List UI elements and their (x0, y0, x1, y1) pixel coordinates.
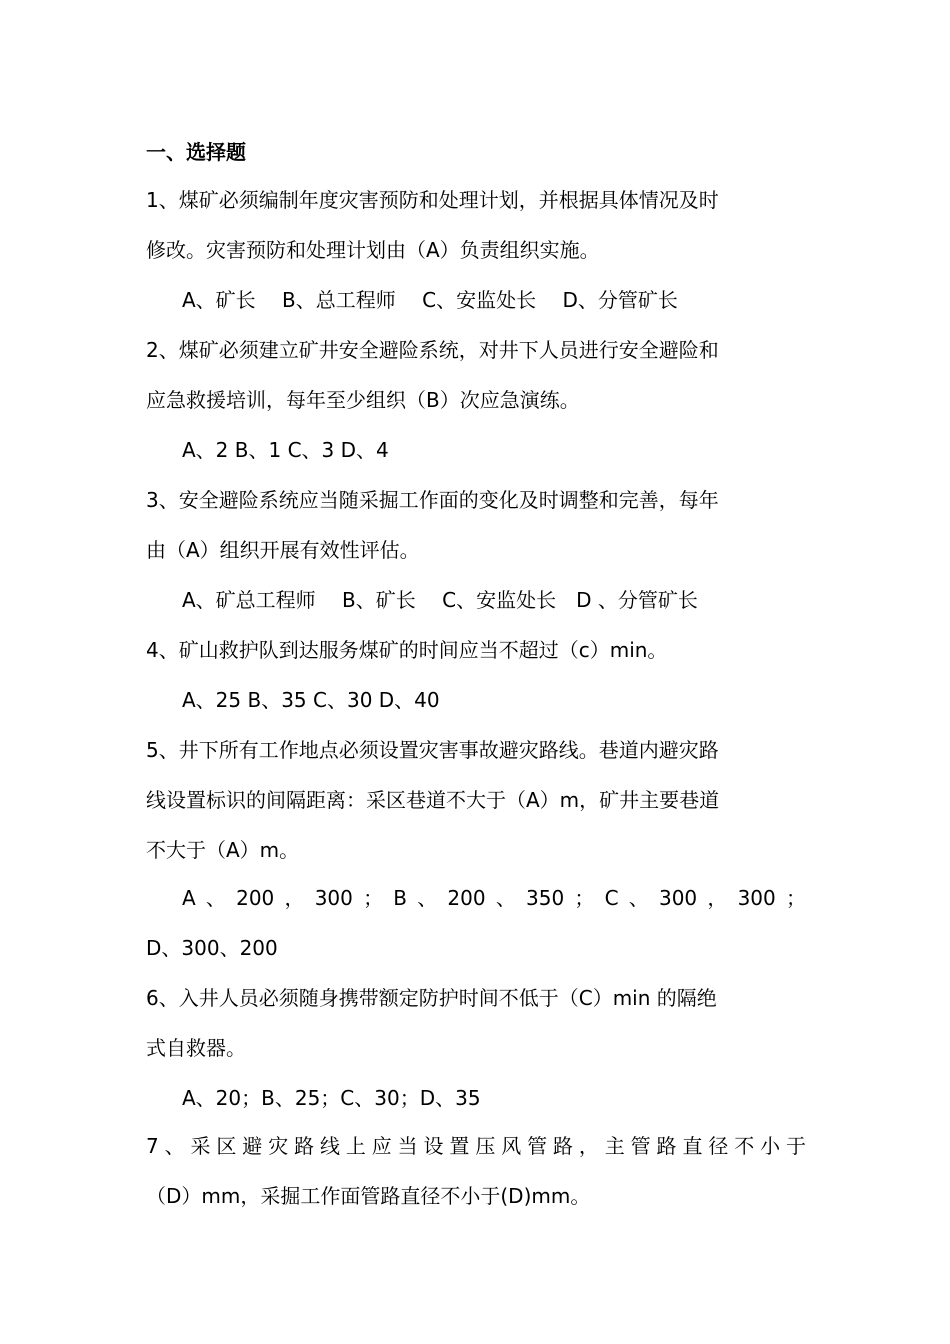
question-1-line-2: 修改。灾害预防和处理计划由（A）负责组织实施。 (146, 238, 600, 262)
question-7-line-1-char-20: 路 (656, 1134, 677, 1158)
question-5-options-line-2: D、300、200 (146, 936, 278, 960)
question-4-options: A、25 B、35 C、30 D、40 (182, 688, 440, 712)
question-2-options: A、2 B、1 C、3 D、4 (182, 438, 389, 462)
question-5-option-part-7: 、 (417, 886, 438, 910)
question-6-options: A、20；B、25；C、30；D、35 (182, 1086, 481, 1110)
question-7-line-1-char-4: 避 (242, 1134, 263, 1158)
question-2-line-1: 2、煤矿必须建立矿井安全避险系统，对井下人员进行安全避险和 (146, 338, 719, 362)
question-1-options: A、矿长 B、总工程师 C、安监处长 D、分管矿长 (182, 288, 678, 312)
question-7-line-1-char-17: ， (578, 1134, 599, 1158)
question-5-option-part-17: ； (785, 886, 806, 910)
question-5-option-part-15: ， (707, 886, 728, 910)
question-7-line-1-char-9: 应 (371, 1134, 392, 1158)
question-3-line-2: 由（A）组织开展有效性评估。 (146, 538, 420, 562)
question-7-line-1-char-13: 压 (475, 1134, 496, 1158)
question-5-option-part-14: 300 (658, 886, 698, 910)
question-5-option-part-10: 350 (526, 886, 565, 910)
question-7-line-1-char-19: 管 (630, 1134, 651, 1158)
question-3-options: A、矿总工程师 B、矿长 C、安监处长 D 、分管矿长 (182, 588, 698, 612)
question-7-line-1-char-18: 主 (604, 1134, 625, 1158)
question-5-option-part-12: C (604, 886, 619, 910)
question-7-line-1-char-23: 不 (734, 1134, 755, 1158)
question-7-line-1-char-10: 当 (397, 1134, 418, 1158)
question-5-options (182, 884, 806, 912)
question-7-line-1-char-6: 路 (294, 1134, 315, 1158)
section-title: 一、选择题 (146, 140, 246, 164)
question-7-line-1 (146, 1132, 806, 1160)
question-7-line-1-char-16: 路 (552, 1134, 573, 1158)
question-5-option-part-1: 、 (205, 886, 226, 910)
question-1-line-1: 1、煤矿必须编制年度灾害预防和处理计划，并根据具体情况及时 (146, 188, 719, 212)
question-6-line-2: 式自救器。 (146, 1036, 246, 1060)
question-7-line-1-char-21: 直 (682, 1134, 703, 1158)
question-5-option-part-3: ， (284, 886, 305, 910)
question-5-option-part-0: A (182, 886, 196, 910)
question-5-option-part-16: 300 (737, 886, 776, 910)
question-7-line-1-char-0: 7 (146, 1134, 159, 1158)
question-5-line-2: 线设置标识的间隔距离：采区巷道不大于（A）m，矿井主要巷道 (146, 788, 720, 812)
question-4-line-1: 4、矿山救护队到达服务煤矿的时间应当不超过（c）min。 (146, 638, 668, 662)
question-7-line-1-char-14: 风 (501, 1134, 522, 1158)
question-7-line-2: （D）mm，采掘工作面管路直径不小于(D)mm。 (146, 1184, 591, 1208)
question-7-line-1-char-5: 灾 (268, 1134, 289, 1158)
question-7-line-1-char-8: 上 (345, 1134, 366, 1158)
question-5-line-1: 5、井下所有工作地点必须设置灾害事故避灾路线。巷道内避灾路 (146, 738, 719, 762)
question-7-line-1-char-22: 径 (708, 1134, 729, 1158)
question-7-line-1-char-3: 区 (216, 1134, 237, 1158)
question-7-line-1-char-24: 小 (760, 1134, 781, 1158)
question-7-line-1-char-1: 、 (164, 1134, 185, 1158)
question-5-option-part-13: 、 (628, 886, 649, 910)
question-5-option-part-8: 200 (447, 886, 486, 910)
question-5-option-part-4: 300 (314, 886, 353, 910)
question-7-line-1-char-7: 线 (319, 1134, 340, 1158)
question-6-line-1: 6、入井人员必须随身携带额定防护时间不低于（C）min 的隔绝 (146, 986, 717, 1010)
question-3-line-1: 3、安全避险系统应当随采掘工作面的变化及时调整和完善，每年 (146, 488, 719, 512)
question-7-line-1-char-15: 管 (527, 1134, 548, 1158)
question-5-option-part-2: 200 (236, 886, 275, 910)
question-7-line-1-char-12: 置 (449, 1134, 470, 1158)
question-5-option-part-9: 、 (495, 886, 516, 910)
question-5-option-part-6: B (393, 886, 408, 910)
question-5-line-3: 不大于（A）m。 (146, 838, 300, 862)
question-7-line-1-char-25: 于 (786, 1134, 806, 1158)
question-5-option-part-11: ； (574, 886, 595, 910)
question-5-option-part-5: ； (363, 886, 384, 910)
question-7-line-1-char-11: 设 (423, 1134, 444, 1158)
question-7-line-1-char-2: 采 (190, 1134, 211, 1158)
question-2-line-2: 应急救援培训，每年至少组织（B）次应急演练。 (146, 388, 580, 412)
